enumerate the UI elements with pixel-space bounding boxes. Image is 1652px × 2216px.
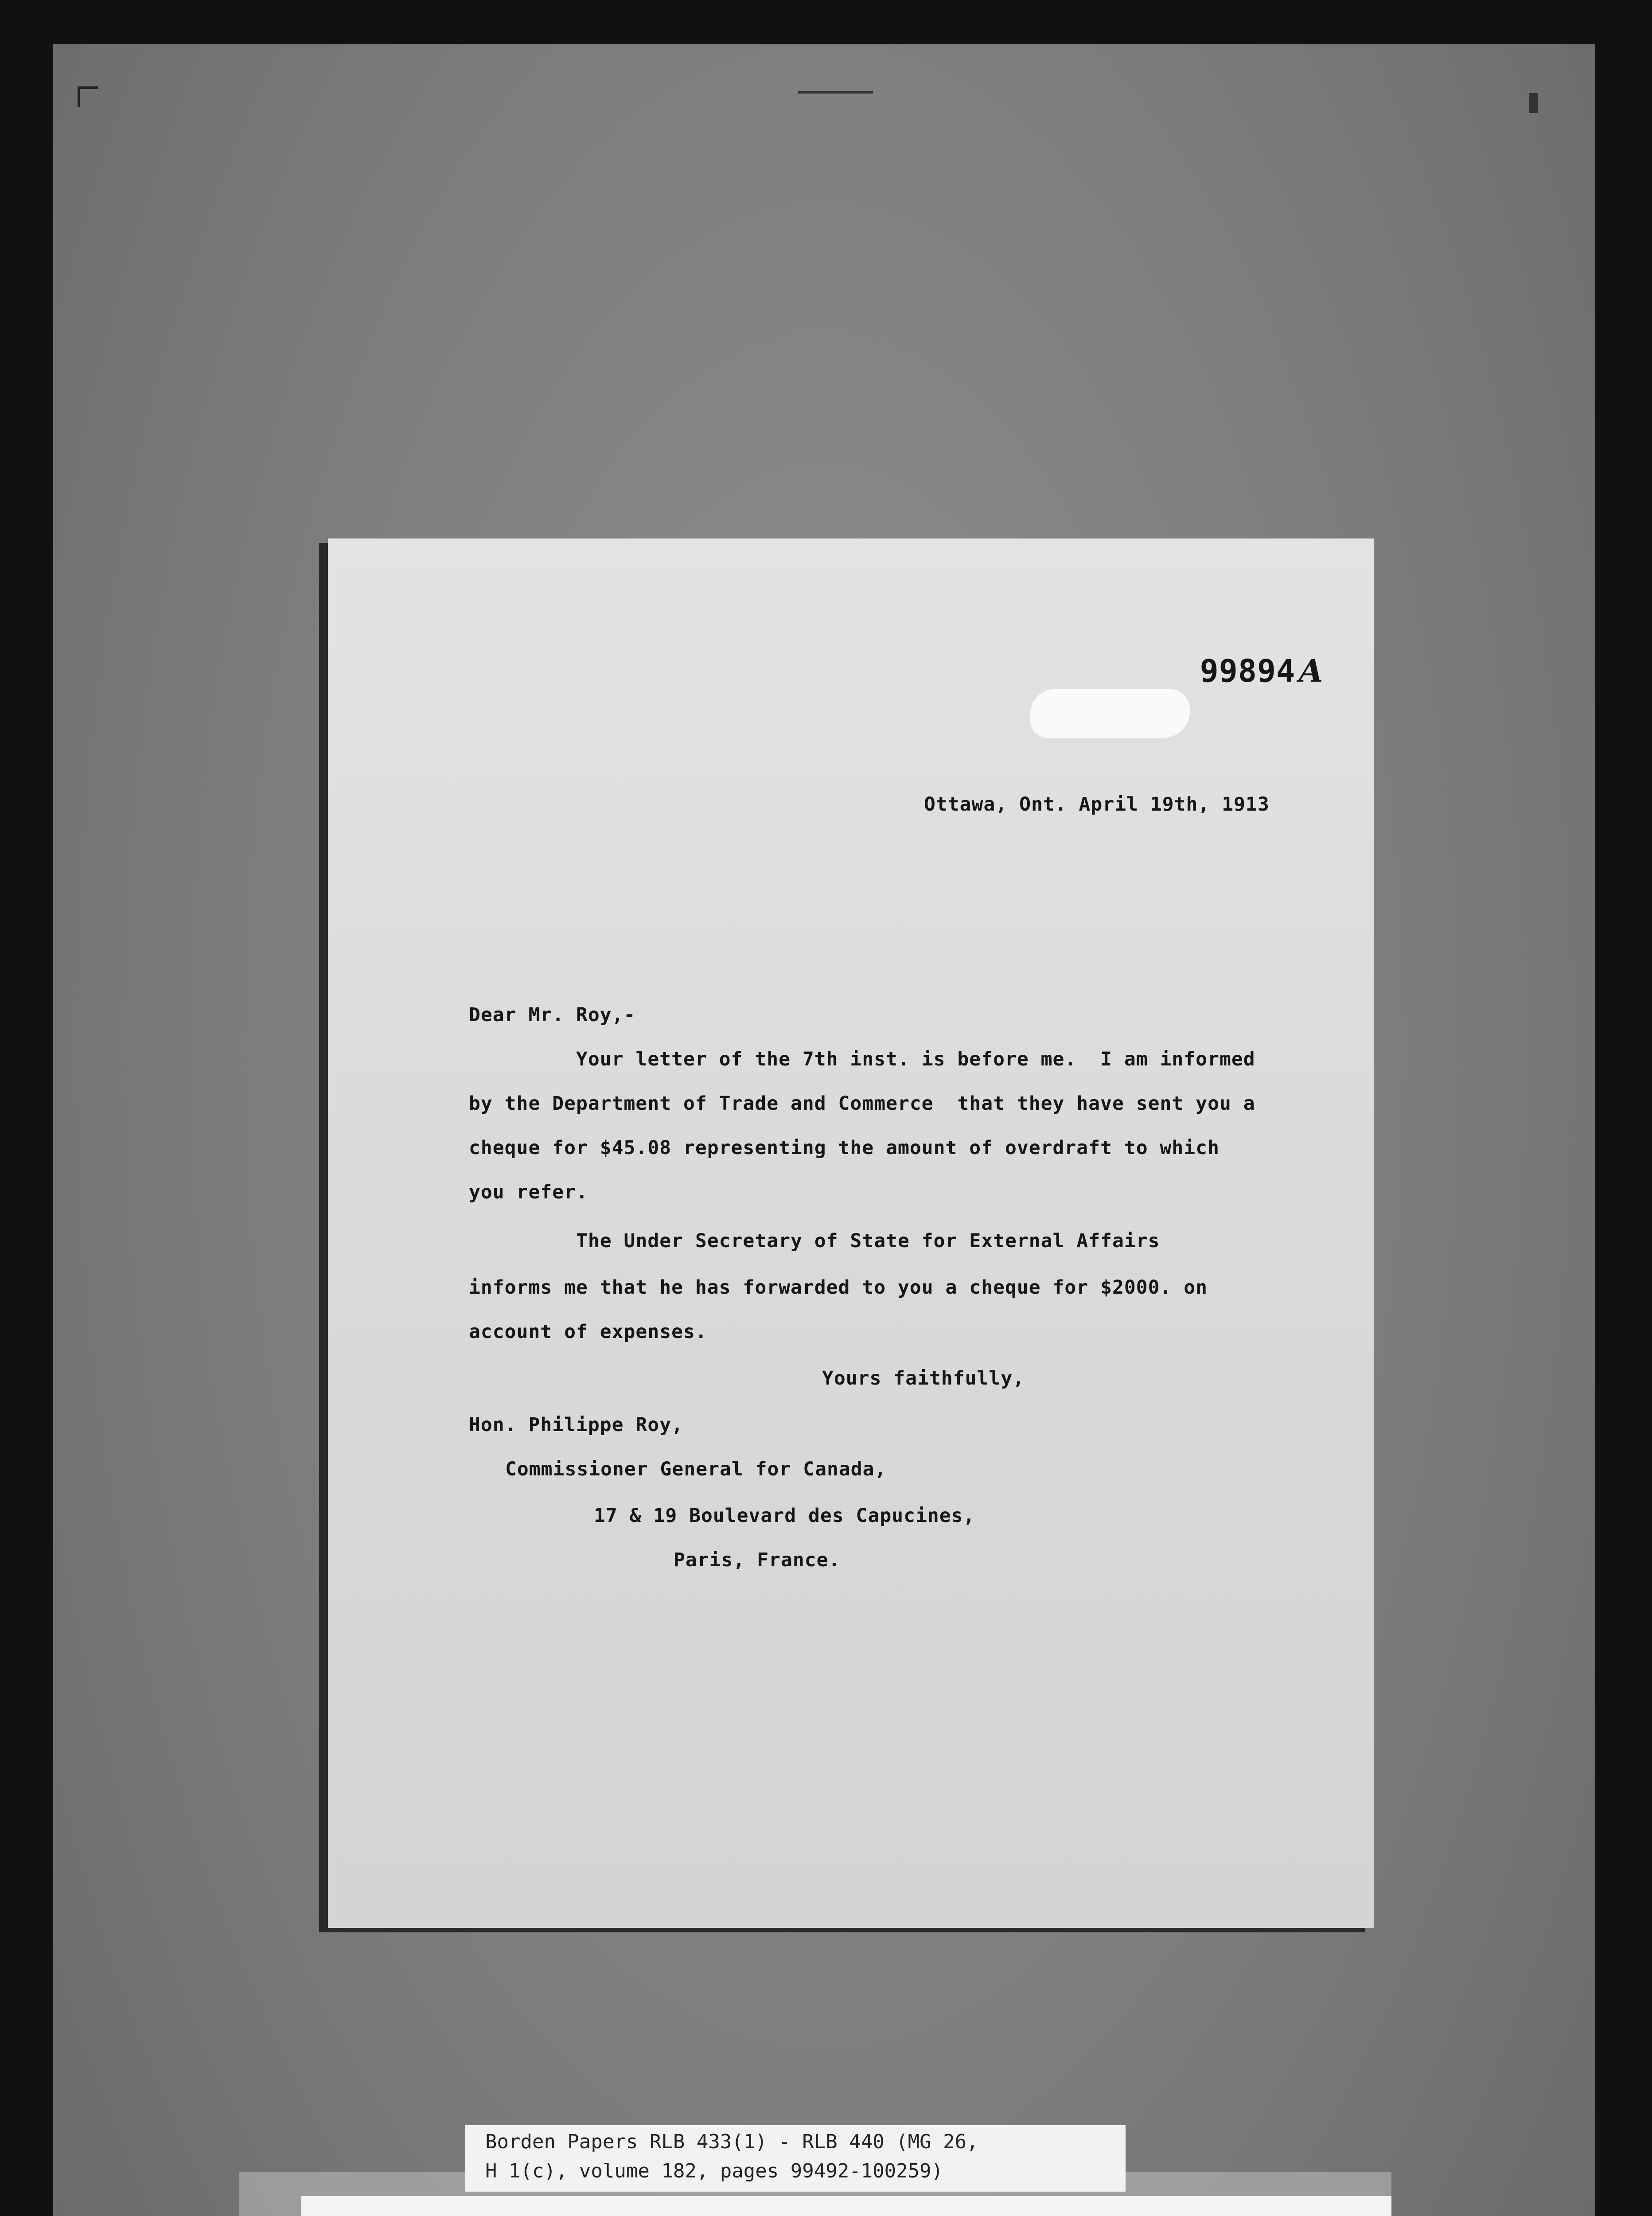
body-line: you refer. xyxy=(469,1181,588,1203)
body-line: account of expenses. xyxy=(469,1321,707,1343)
address-line: Hon. Philippe Roy, xyxy=(469,1414,683,1436)
body-line: The Under Secretary of State for External Affairs xyxy=(576,1230,1160,1252)
salutation: Dear Mr. Roy,- xyxy=(469,1004,636,1026)
address-line: 17 & 19 Boulevard des Capucines, xyxy=(594,1505,975,1527)
correction-patch xyxy=(1030,689,1190,738)
address-line: Commissioner General for Canada, xyxy=(505,1458,887,1480)
body-line: Your letter of the 7th inst. is before me. I am informed xyxy=(576,1048,1255,1070)
file-number-suffix: A xyxy=(1299,652,1324,689)
letter-date: Ottawa, Ont. April 19th, 1913 xyxy=(924,793,1270,815)
reference-line: Borden Papers RLB 433(1) - RLB 440 (MG 26, xyxy=(485,2130,978,2153)
archives-stamp xyxy=(301,2196,1391,2216)
file-number-digits: 99894 xyxy=(1200,653,1296,689)
reference-line: H 1(c), volume 182, pages 99492-100259) xyxy=(485,2160,943,2182)
frame-corner-mark xyxy=(78,86,98,107)
address-line: Paris, France. xyxy=(674,1549,841,1571)
frame-top-mark xyxy=(1529,93,1538,113)
closing: Yours faithfully, xyxy=(822,1367,1025,1389)
body-line: cheque for $45.08 representing the amount of overdraft to which xyxy=(469,1137,1220,1159)
body-line: informs me that he has forwarded to you a cheque for $2000. on xyxy=(469,1276,1208,1299)
reference-label xyxy=(465,2125,1126,2192)
frame-top-mark xyxy=(798,91,873,94)
body-line: by the Department of Trade and Commerce that they have sent you a xyxy=(469,1092,1255,1115)
letter-page xyxy=(328,538,1374,1928)
